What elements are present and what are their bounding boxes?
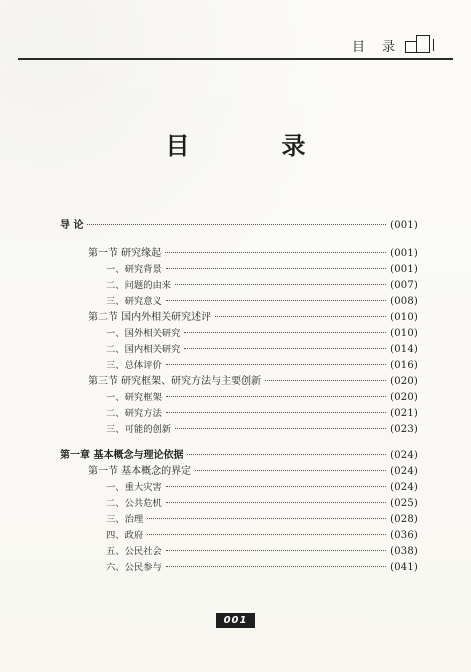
toc-page-number: (016) bbox=[390, 360, 418, 371]
toc-entry bbox=[60, 326, 418, 342]
header-icon bbox=[405, 34, 433, 56]
toc-page-number: (014) bbox=[390, 344, 418, 355]
toc-page-number: (038) bbox=[390, 546, 418, 557]
toc-entry bbox=[60, 560, 418, 576]
toc-leader-dots bbox=[184, 332, 386, 333]
toc-leader-dots bbox=[195, 470, 386, 471]
toc-page-number: (025) bbox=[390, 498, 418, 509]
toc-entry bbox=[60, 218, 418, 234]
toc-page-number: (020) bbox=[390, 376, 418, 387]
toc-entry-label: 一、国外相关研究 bbox=[106, 328, 181, 339]
toc-page-number: (021) bbox=[390, 408, 418, 419]
toc-page-number: (036) bbox=[390, 530, 418, 541]
toc-page-number: (023) bbox=[390, 424, 418, 435]
toc-leader-dots bbox=[166, 364, 386, 365]
toc-page-number: (001) bbox=[390, 248, 418, 259]
toc-entry-label: 二、研究方法 bbox=[106, 408, 162, 419]
toc-entry bbox=[60, 374, 418, 390]
toc-leader-dots bbox=[166, 268, 386, 269]
toc-entry bbox=[60, 464, 418, 480]
toc-page-number: (007) bbox=[390, 280, 418, 291]
toc-page-number: (001) bbox=[390, 264, 418, 275]
toc-entry bbox=[60, 294, 418, 310]
toc-entry bbox=[60, 544, 418, 560]
toc-page-number: (028) bbox=[390, 514, 418, 525]
toc-page-number: (020) bbox=[390, 392, 418, 403]
toc-leader-dots bbox=[87, 224, 386, 225]
toc-leader-dots bbox=[187, 454, 386, 455]
toc-entry-label: 第三节 研究框架、研究方法与主要创新 bbox=[88, 376, 262, 387]
toc-entry bbox=[60, 342, 418, 358]
page-title: 目 录 bbox=[165, 132, 340, 160]
toc-page-number: (008) bbox=[390, 296, 418, 307]
toc-entry bbox=[60, 496, 418, 512]
toc-entry-label: 第一节 基本概念的界定 bbox=[88, 466, 192, 477]
toc-leader-dots bbox=[166, 550, 386, 551]
toc-leader-dots bbox=[165, 252, 386, 253]
toc-entry-label: 二、问题的由来 bbox=[106, 280, 172, 291]
header-icon-line bbox=[428, 39, 434, 51]
toc-entry-label: 二、公共危机 bbox=[106, 498, 162, 509]
toc-leader-dots bbox=[175, 284, 386, 285]
toc-entry-label: 四、政府 bbox=[106, 530, 144, 541]
toc-leader-dots bbox=[147, 534, 386, 535]
toc-entry bbox=[60, 406, 418, 422]
toc-leader-dots bbox=[265, 380, 386, 381]
toc-leader-dots bbox=[175, 428, 386, 429]
toc-leader-dots bbox=[166, 300, 386, 301]
toc-page-number: (010) bbox=[390, 328, 418, 339]
toc-entry bbox=[60, 262, 418, 278]
toc-page-number: (024) bbox=[390, 450, 418, 461]
toc-entry bbox=[60, 278, 418, 294]
table-of-contents bbox=[60, 218, 418, 576]
toc-entry-label: 第二节 国内外相关研究述评 bbox=[88, 312, 212, 323]
toc-entry-label: 二、国内相关研究 bbox=[106, 344, 181, 355]
toc-entry-label: 六、公民参与 bbox=[106, 562, 162, 573]
toc-page-number: (041) bbox=[390, 562, 418, 573]
toc-leader-dots bbox=[184, 348, 386, 349]
toc-leader-dots bbox=[147, 518, 386, 519]
page-footer bbox=[0, 613, 471, 628]
toc-entry bbox=[60, 422, 418, 438]
toc-leader-dots bbox=[166, 502, 386, 503]
toc-entry-label: 第一节 研究缘起 bbox=[88, 248, 162, 259]
toc-entry-label: 三、治理 bbox=[106, 514, 144, 525]
toc-page-number: (024) bbox=[390, 466, 418, 477]
toc-leader-dots bbox=[215, 316, 386, 317]
running-header-title: 目 录 bbox=[351, 39, 397, 55]
running-header bbox=[352, 34, 433, 56]
toc-entry-label: 一、研究背景 bbox=[106, 264, 162, 275]
toc-leader-dots bbox=[166, 486, 386, 487]
toc-leader-dots bbox=[166, 412, 386, 413]
toc-spacer bbox=[60, 234, 418, 246]
toc-spacer bbox=[60, 438, 418, 448]
toc-page-number: (024) bbox=[390, 482, 418, 493]
toc-entry-label: 三、可能的创新 bbox=[106, 424, 172, 435]
toc-entry-label: 第一章 基本概念与理论依据 bbox=[60, 450, 184, 461]
toc-entry-label: 三、研究意义 bbox=[106, 296, 162, 307]
toc-entry-label: 一、重大灾害 bbox=[106, 482, 162, 493]
toc-entry-label: 一、研究框架 bbox=[106, 392, 162, 403]
toc-entry-label: 导 论 bbox=[60, 220, 84, 231]
toc-entry bbox=[60, 512, 418, 528]
toc-entry bbox=[60, 390, 418, 406]
toc-page-number: (001) bbox=[390, 220, 418, 231]
toc-page-number: (010) bbox=[390, 312, 418, 323]
toc-entry-label: 三、总体评价 bbox=[106, 360, 162, 371]
toc-leader-dots bbox=[166, 566, 386, 567]
toc-entry bbox=[60, 528, 418, 544]
toc-entry bbox=[60, 480, 418, 496]
toc-entry bbox=[60, 310, 418, 326]
toc-entry bbox=[60, 358, 418, 374]
header-rule bbox=[18, 58, 453, 60]
toc-entry bbox=[60, 246, 418, 262]
page-number-badge: 001 bbox=[216, 613, 255, 628]
toc-entry bbox=[60, 448, 418, 464]
toc-leader-dots bbox=[166, 396, 386, 397]
toc-entry-label: 五、公民社会 bbox=[106, 546, 162, 557]
